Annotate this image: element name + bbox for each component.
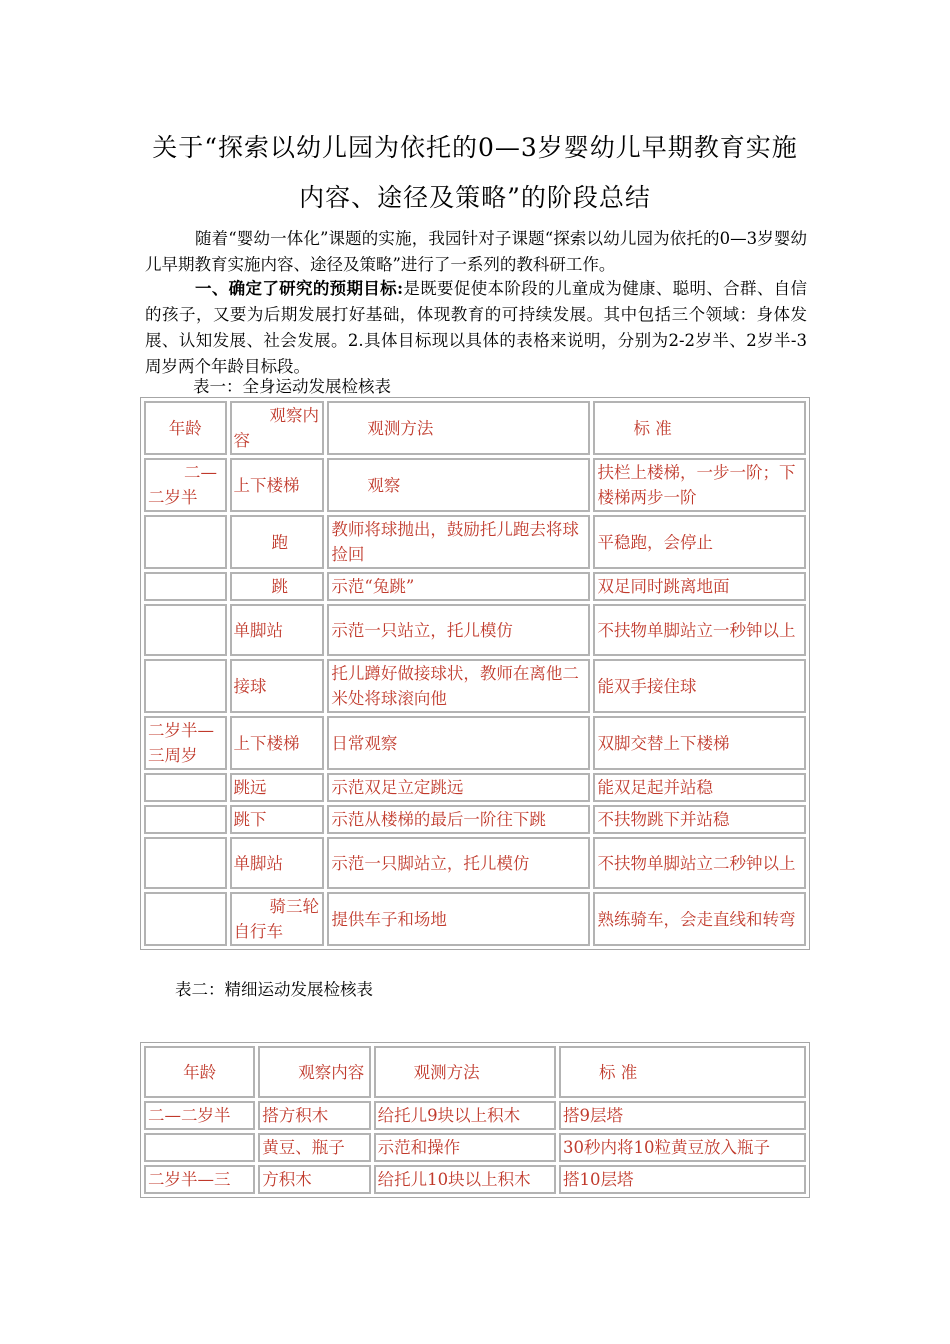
cell-content: 单脚站 (230, 837, 325, 889)
table-row (144, 716, 806, 770)
cell-standard: 搭10层塔 (559, 1165, 806, 1194)
table-header-row (144, 401, 806, 455)
cell-age (144, 892, 227, 946)
cell-standard: 熟练骑车，会走直线和转弯 (593, 892, 806, 946)
cell-standard: 能双手接住球 (593, 659, 806, 713)
cell-standard: 不扶物单脚站立一秒钟以上 (593, 604, 806, 656)
cell-method: 教师将球抛出，鼓励托儿跑去将球捡回 (327, 515, 590, 569)
cell-method: 提供车子和场地 (327, 892, 590, 946)
header-age: 年龄 (144, 1046, 255, 1098)
cell-method: 观察 (327, 458, 590, 512)
cell-standard: 双足同时跳离地面 (593, 572, 806, 601)
table2-caption: 表二：精细运动发展检核表 (175, 980, 373, 999)
cell-method: 给托儿9块以上积木 (374, 1101, 556, 1130)
cell-method: 日常观察 (327, 716, 590, 770)
cell-method: 示范一只站立，托儿模仿 (327, 604, 590, 656)
section1-body: 是既要促使本阶段的儿童成为健康、聪明、合群、自信的孩子，又要为后期发展打好基础，体现教育的可持续发展。其中包括三个领域：身体发展、认知发展、社会发展。2.具体目标现以具体的表格来说明，分别为2-2岁半、2岁半-3周岁两个年龄目标段。 (145, 279, 808, 376)
cell-content: 方积木 (258, 1165, 370, 1194)
cell-content: 跳远 (230, 773, 325, 802)
cell-content: 黄豆、瓶子 (258, 1133, 370, 1162)
cell-content: 跳下 (230, 805, 325, 834)
cell-age (144, 572, 227, 601)
cell-method: 给托儿10块以上积木 (374, 1165, 556, 1194)
cell-age (144, 515, 227, 569)
cell-method: 示范一只脚站立，托儿模仿 (327, 837, 590, 889)
table-row (144, 1101, 806, 1130)
cell-age: 二岁半—三 (144, 1165, 255, 1194)
fine-motor-table (140, 1042, 810, 1198)
cell-method: 示范“兔跳” (327, 572, 590, 601)
cell-standard: 扶栏上楼梯，一步一阶；下楼梯两步一阶 (593, 458, 806, 512)
cell-age (144, 604, 227, 656)
table-row (144, 837, 806, 889)
header-content: 观察内容 (258, 1046, 370, 1098)
cell-method: 示范从楼梯的最后一阶往下跳 (327, 805, 590, 834)
header-standard: 标 准 (593, 401, 806, 455)
section1-paragraph (145, 276, 807, 380)
cell-standard: 30秒内将10粒黄豆放入瓶子 (559, 1133, 806, 1162)
cell-content: 跑 (230, 515, 325, 569)
header-method: 观测方法 (327, 401, 590, 455)
table-row (144, 458, 806, 512)
cell-standard: 平稳跑，会停止 (593, 515, 806, 569)
cell-age (144, 773, 227, 802)
table-row (144, 773, 806, 802)
table-row (144, 892, 806, 946)
table-row (144, 515, 806, 569)
section1-heading: 一、确定了研究的预期目标: (195, 279, 404, 298)
cell-content: 接球 (230, 659, 325, 713)
page-title-line1: 关于“探索以幼儿园为依托的0—3岁婴幼儿早期教育实施 (152, 133, 798, 162)
table-row (144, 604, 806, 656)
cell-age (144, 659, 227, 713)
cell-method: 托儿蹲好做接球状，教师在离他二米处将球滚向他 (327, 659, 590, 713)
header-age: 年龄 (144, 401, 227, 455)
cell-age (144, 805, 227, 834)
intro-paragraph: 随着“婴幼一体化”课题的实施，我园针对子课题“探索以幼儿园为依托的0—3岁婴幼儿早期教育实施内容、途径及策略”进行了一系列的教科研工作。 (145, 229, 807, 274)
page-title-line2: 内容、途径及策略”的阶段总结 (299, 183, 651, 212)
table-row (144, 805, 806, 834)
cell-standard: 搭9层塔 (559, 1101, 806, 1130)
cell-age: 二—二岁半 (144, 458, 227, 512)
cell-content: 搭方积木 (258, 1101, 370, 1130)
cell-age (144, 1133, 255, 1162)
table1-caption: 表一：全身运动发展检核表 (193, 377, 391, 396)
cell-content: 单脚站 (230, 604, 325, 656)
table-row (144, 1133, 806, 1162)
cell-content: 上下楼梯 (230, 458, 325, 512)
cell-standard: 能双足起并站稳 (593, 773, 806, 802)
cell-content: 骑三轮自行车 (230, 892, 325, 946)
cell-method: 示范和操作 (374, 1133, 556, 1162)
table-header-row (144, 1046, 806, 1098)
header-content: 观察内容 (230, 401, 325, 455)
cell-method: 示范双足立定跳远 (327, 773, 590, 802)
table-row (144, 659, 806, 713)
cell-content: 上下楼梯 (230, 716, 325, 770)
cell-age (144, 837, 227, 889)
cell-standard: 双脚交替上下楼梯 (593, 716, 806, 770)
cell-age: 二岁半—三周岁 (144, 716, 227, 770)
cell-age: 二—二岁半 (144, 1101, 255, 1130)
cell-standard: 不扶物跳下并站稳 (593, 805, 806, 834)
cell-standard: 不扶物单脚站立二秒钟以上 (593, 837, 806, 889)
header-method: 观测方法 (374, 1046, 556, 1098)
cell-content: 跳 (230, 572, 325, 601)
table-row (144, 1165, 806, 1194)
header-standard: 标 准 (559, 1046, 806, 1098)
table-row (144, 572, 806, 601)
gross-motor-table (140, 397, 810, 950)
